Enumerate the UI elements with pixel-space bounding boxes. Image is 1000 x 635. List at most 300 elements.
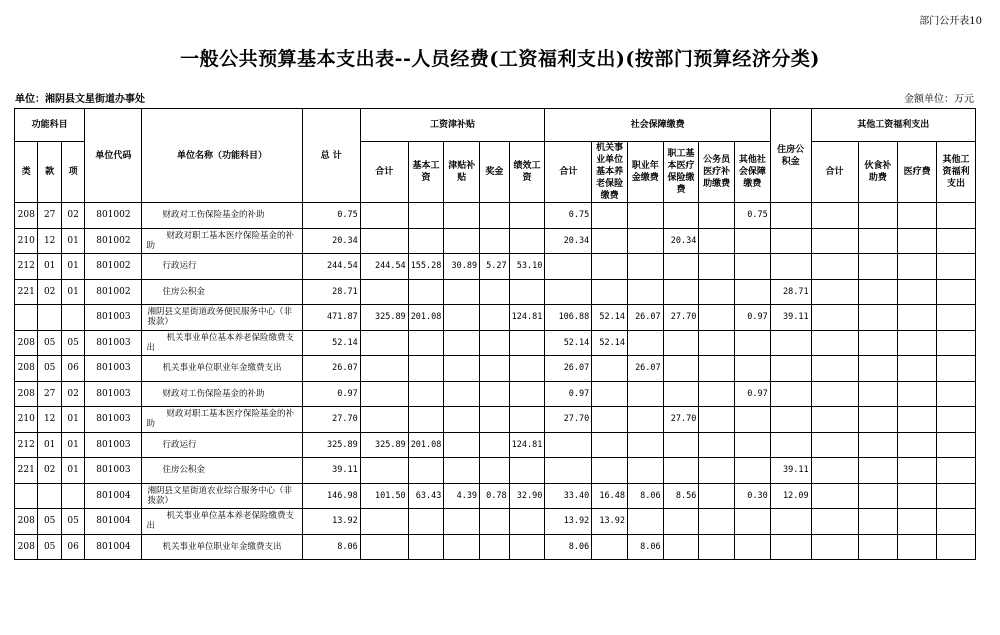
social-total-cell: 52.14 [545,330,592,356]
lei-cell: 210 [15,228,38,254]
wage-total-cell [360,228,408,254]
other-welfare-cell [937,381,976,407]
allowance-header: 津贴补贴 [444,142,480,203]
meal-cell [858,203,898,229]
other-social-cell: 0.75 [735,203,771,229]
civil-medical-cell [699,458,735,484]
unit-code-cell: 801002 [85,203,142,229]
medical-cell [663,432,699,458]
other-total-cell [811,509,858,535]
table-row [15,330,976,356]
other-welfare-cell [937,203,976,229]
medical-cell: 27.70 [663,305,699,331]
wage-total-cell [360,279,408,305]
medical-cell [663,203,699,229]
bonus-cell [480,279,510,305]
other-total-cell [811,407,858,433]
medical-cell: 27.70 [663,407,699,433]
perf-wage-cell [509,509,545,535]
kuan-cell: 05 [38,534,61,560]
civil-medical-cell [699,407,735,433]
unit-name-cell: 湘阴县文星街道政务便民服务中心（非拨款） [142,305,302,331]
medical-cell: 8.56 [663,483,699,509]
annuity-header: 职业年金缴费 [627,142,663,203]
social-total-cell: 0.75 [545,203,592,229]
table-row [15,534,976,560]
allowance-cell [444,509,480,535]
annuity-cell [627,254,663,280]
xiang-cell: 06 [61,534,84,560]
xiang-cell: 01 [61,407,84,433]
other-welfare-cell [937,432,976,458]
bonus-cell [480,509,510,535]
meal-cell [858,509,898,535]
wage-total-cell [360,330,408,356]
meal-cell [858,305,898,331]
allowance-cell [444,279,480,305]
medical-cell [663,254,699,280]
table-body [15,203,976,560]
table-row [15,279,976,305]
bonus-cell [480,305,510,331]
perf-wage-cell [509,356,545,382]
other-total-cell [811,483,858,509]
unit-name-cell: 机关事业单位职业年金缴费支出 [142,356,302,382]
meal-cell [858,458,898,484]
total-cell: 28.71 [302,279,360,305]
annuity-cell: 26.07 [627,356,663,382]
total-cell: 146.98 [302,483,360,509]
kuan-cell: 27 [38,381,61,407]
other-welfare-cell [937,254,976,280]
housing-cell [770,228,811,254]
other-welfare-cell [937,305,976,331]
allowance-cell [444,305,480,331]
medical-fee-header: 医疗费 [898,142,937,203]
kuan-cell: 12 [38,228,61,254]
pension-cell [592,432,628,458]
unit-label: 单位：湘阴县文星街道办事处 [15,94,145,105]
other-total-cell [811,228,858,254]
other-welfare-cell [937,534,976,560]
wage-total-cell: 325.89 [360,432,408,458]
civil-medical-cell [699,254,735,280]
unit-name-cell: 机关事业单位基本养老保险缴费支出 [142,509,302,535]
perf-wage-cell [509,458,545,484]
total-header: 总 计 [302,109,360,203]
other-total-cell [811,356,858,382]
allowance-cell: 4.39 [444,483,480,509]
medical-fee-cell [898,407,937,433]
social-total-cell: 13.92 [545,509,592,535]
xiang-cell [61,483,84,509]
housing-cell [770,534,811,560]
wage-total-cell [360,356,408,382]
basic-wage-cell [408,458,444,484]
basic-wage-cell [408,330,444,356]
xiang-header: 项 [61,142,84,203]
unit-code-cell: 801003 [85,407,142,433]
allowance-cell [444,407,480,433]
medical-header: 职工基本医疗保险缴费 [663,142,699,203]
annuity-cell [627,407,663,433]
medical-fee-cell [898,305,937,331]
other-total-cell [811,330,858,356]
kuan-cell: 01 [38,432,61,458]
unit-code-cell: 801002 [85,254,142,280]
other-total-cell [811,381,858,407]
lei-cell: 221 [15,279,38,305]
pension-cell: 52.14 [592,330,628,356]
pension-cell [592,356,628,382]
civil-medical-cell [699,381,735,407]
medical-fee-cell [898,279,937,305]
other-welfare-cell [937,458,976,484]
social-total-cell [545,458,592,484]
annuity-cell: 26.07 [627,305,663,331]
medical-fee-cell [898,356,937,382]
lei-cell [15,305,38,331]
kuan-cell [38,305,61,331]
other-welfare-cell [937,509,976,535]
other-social-header: 其他社会保障缴费 [735,142,771,203]
unit-name-cell: 财政对职工基本医疗保险基金的补助 [142,407,302,433]
meal-cell [858,407,898,433]
bonus-cell [480,228,510,254]
perf-wage-cell: 124.81 [509,432,545,458]
social-group-header: 社会保障缴费 [545,109,770,142]
allowance-cell [444,458,480,484]
meal-cell [858,381,898,407]
perf-wage-cell: 53.10 [509,254,545,280]
meal-header: 伙食补助费 [858,142,898,203]
civil-medical-cell [699,356,735,382]
other-total-cell [811,432,858,458]
total-cell: 471.87 [302,305,360,331]
bonus-cell [480,203,510,229]
basic-wage-cell [408,381,444,407]
pension-cell: 52.14 [592,305,628,331]
allowance-cell [444,432,480,458]
total-cell: 244.54 [302,254,360,280]
table-row [15,483,976,509]
pension-cell [592,381,628,407]
meal-cell [858,356,898,382]
unit-code-header: 单位代码 [85,109,142,203]
lei-cell: 208 [15,330,38,356]
lei-cell: 208 [15,356,38,382]
other-social-cell [735,458,771,484]
other-group-header: 其他工资福利支出 [811,109,975,142]
other-welfare-cell [937,279,976,305]
medical-fee-cell [898,432,937,458]
pension-cell: 16.48 [592,483,628,509]
annuity-cell [627,330,663,356]
housing-cell [770,432,811,458]
xiang-cell: 02 [61,203,84,229]
other-social-cell [735,356,771,382]
budget-table [14,108,976,560]
other-welfare-cell [937,356,976,382]
lei-cell: 221 [15,458,38,484]
lei-cell: 208 [15,509,38,535]
medical-cell [663,330,699,356]
other-total-header: 合计 [811,142,858,203]
civil-medical-cell [699,305,735,331]
allowance-cell [444,534,480,560]
medical-fee-cell [898,254,937,280]
unit-code-cell: 801003 [85,381,142,407]
annuity-cell: 8.06 [627,483,663,509]
kuan-cell [38,483,61,509]
other-total-cell [811,279,858,305]
table-row [15,407,976,433]
allowance-cell: 30.89 [444,254,480,280]
table-row [15,458,976,484]
wage-total-cell [360,203,408,229]
housing-cell [770,356,811,382]
bonus-cell [480,330,510,356]
housing-cell [770,203,811,229]
xiang-cell: 02 [61,381,84,407]
civil-medical-cell [699,534,735,560]
other-social-cell [735,432,771,458]
perf-wage-cell [509,203,545,229]
other-total-cell [811,458,858,484]
perf-wage-cell [509,381,545,407]
unit-code-cell: 801003 [85,356,142,382]
social-total-cell [545,432,592,458]
kuan-cell: 02 [38,279,61,305]
total-cell: 0.97 [302,381,360,407]
meal-cell [858,228,898,254]
table-row [15,228,976,254]
basic-wage-cell [408,534,444,560]
basic-wage-cell [408,407,444,433]
bonus-cell [480,407,510,433]
wage-total-cell [360,509,408,535]
lei-cell: 208 [15,203,38,229]
table-row [15,254,976,280]
bonus-cell: 5.27 [480,254,510,280]
other-social-cell [735,509,771,535]
perf-wage-header: 绩效工资 [509,142,545,203]
unit-code-cell: 801002 [85,279,142,305]
bonus-cell: 0.78 [480,483,510,509]
pension-cell [592,458,628,484]
perf-wage-cell [509,279,545,305]
wage-total-header: 合计 [360,142,408,203]
meal-cell [858,483,898,509]
housing-cell [770,381,811,407]
lei-cell [15,483,38,509]
bonus-cell [480,381,510,407]
bonus-cell [480,432,510,458]
housing-cell [770,330,811,356]
social-total-cell: 26.07 [545,356,592,382]
unit-name-header: 单位名称（功能科目） [142,109,302,203]
other-social-cell [735,407,771,433]
pension-cell: 13.92 [592,509,628,535]
other-social-cell [735,254,771,280]
xiang-cell: 01 [61,228,84,254]
table-row [15,305,976,331]
medical-cell [663,356,699,382]
perf-wage-cell: 124.81 [509,305,545,331]
wage-total-cell: 244.54 [360,254,408,280]
basic-wage-cell: 201.08 [408,432,444,458]
housing-cell [770,509,811,535]
total-cell: 13.92 [302,509,360,535]
housing-cell: 39.11 [770,458,811,484]
medical-fee-cell [898,458,937,484]
unit-name-cell: 财政对工伤保险基金的补助 [142,381,302,407]
medical-fee-cell [898,534,937,560]
annuity-cell [627,228,663,254]
other-total-cell [811,254,858,280]
pension-cell [592,203,628,229]
medical-fee-cell [898,203,937,229]
housing-cell: 28.71 [770,279,811,305]
total-cell: 325.89 [302,432,360,458]
unit-name-cell: 财政对工伤保险基金的补助 [142,203,302,229]
unit-name-cell: 财政对职工基本医疗保险基金的补助 [142,228,302,254]
allowance-cell [444,381,480,407]
pension-cell [592,279,628,305]
basic-wage-cell: 63.43 [408,483,444,509]
meal-cell [858,330,898,356]
perf-wage-cell [509,228,545,254]
kuan-cell: 01 [38,254,61,280]
kuan-cell: 27 [38,203,61,229]
social-total-cell: 27.70 [545,407,592,433]
meal-cell [858,432,898,458]
civil-medical-cell [699,483,735,509]
annuity-cell [627,381,663,407]
social-total-cell: 0.97 [545,381,592,407]
kuan-header: 款 [38,142,61,203]
medical-cell [663,458,699,484]
medical-cell [663,534,699,560]
civil-medical-header: 公务员医疗补助缴费 [699,142,735,203]
housing-header: 住房公积金 [770,109,811,203]
bonus-cell [480,458,510,484]
social-total-cell: 33.40 [545,483,592,509]
other-welfare-cell [937,483,976,509]
wage-group-header: 工资津补贴 [360,109,545,142]
medical-cell [663,279,699,305]
xiang-cell [61,305,84,331]
other-social-cell: 0.30 [735,483,771,509]
annuity-cell [627,279,663,305]
unit-code-cell: 801004 [85,534,142,560]
bonus-cell [480,534,510,560]
social-total-header: 合计 [545,142,592,203]
unit-code-cell: 801004 [85,509,142,535]
unit-name-cell: 行政运行 [142,432,302,458]
allowance-cell [444,228,480,254]
civil-medical-cell [699,509,735,535]
meal-cell [858,254,898,280]
wage-total-cell [360,534,408,560]
total-cell: 20.34 [302,228,360,254]
total-cell: 26.07 [302,356,360,382]
perf-wage-cell [509,407,545,433]
wage-total-cell: 101.50 [360,483,408,509]
lei-cell: 208 [15,381,38,407]
perf-wage-cell: 32.90 [509,483,545,509]
kuan-cell: 05 [38,509,61,535]
lei-header: 类 [15,142,38,203]
unit-name-cell: 行政运行 [142,254,302,280]
allowance-cell [444,203,480,229]
perf-wage-cell [509,330,545,356]
wage-total-cell [360,407,408,433]
allowance-cell [444,356,480,382]
unit-code-cell: 801003 [85,432,142,458]
bonus-cell [480,356,510,382]
basic-wage-cell [408,356,444,382]
xiang-cell: 01 [61,254,84,280]
other-social-cell [735,330,771,356]
medical-fee-cell [898,509,937,535]
meal-cell [858,279,898,305]
table-number-tag: 部门公开表10 [919,16,982,27]
unit-code-cell: 801002 [85,228,142,254]
lei-cell: 210 [15,407,38,433]
social-total-cell [545,254,592,280]
medical-fee-cell [898,330,937,356]
table-row [15,356,976,382]
other-welfare-cell [937,228,976,254]
other-social-cell: 0.97 [735,381,771,407]
lei-cell: 212 [15,432,38,458]
civil-medical-cell [699,330,735,356]
wage-total-cell [360,381,408,407]
func-subject-header: 功能科目 [15,109,85,142]
annuity-cell [627,203,663,229]
civil-medical-cell [699,279,735,305]
unit-code-cell: 801003 [85,458,142,484]
pension-cell [592,407,628,433]
table-row [15,432,976,458]
other-total-cell [811,534,858,560]
annuity-cell [627,509,663,535]
lei-cell: 212 [15,254,38,280]
pension-cell [592,254,628,280]
xiang-cell: 01 [61,432,84,458]
civil-medical-cell [699,432,735,458]
other-social-cell [735,279,771,305]
other-total-cell [811,305,858,331]
social-total-cell: 106.88 [545,305,592,331]
other-welfare-cell [937,407,976,433]
social-total-cell [545,279,592,305]
annuity-cell [627,458,663,484]
basic-wage-cell: 155.28 [408,254,444,280]
xiang-cell: 05 [61,330,84,356]
unit-code-cell: 801003 [85,330,142,356]
unit-code-cell: 801004 [85,483,142,509]
total-cell: 8.06 [302,534,360,560]
total-cell: 27.70 [302,407,360,433]
basic-wage-cell [408,279,444,305]
unit-name-cell: 机关事业单位职业年金缴费支出 [142,534,302,560]
wage-total-cell [360,458,408,484]
unit-name-cell: 住房公积金 [142,458,302,484]
pension-cell [592,534,628,560]
xiang-cell: 05 [61,509,84,535]
